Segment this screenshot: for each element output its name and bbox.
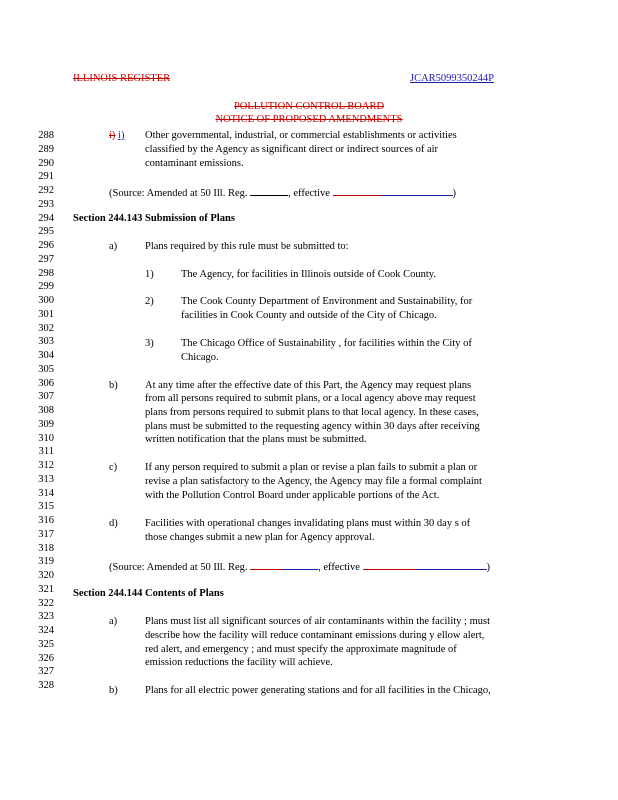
- line-number: 294: [38, 212, 54, 224]
- s144-a-line-1: Plans must list all significant sources of air contaminants within the facility ; must: [145, 616, 490, 627]
- s143-a-label: a): [109, 241, 118, 252]
- s144-a-line-4: emission reductions the facility will achieve.: [145, 657, 333, 668]
- register-header: ILLINOIS REGISTER: [73, 73, 171, 84]
- item-i-old-label: i): [109, 130, 116, 141]
- line-number: 291: [38, 171, 54, 183]
- item-i-line-3: contaminant emissions.: [145, 158, 244, 169]
- source-2-prefix: (Source: Amended at 50 Ill. Reg.: [109, 562, 248, 573]
- s144-b-label: b): [109, 685, 118, 696]
- s143-b-line-1: At any time after the effective date of this Part, the Agency may request plans: [145, 380, 472, 391]
- line-number: 307: [38, 391, 54, 403]
- line-number: 324: [38, 625, 54, 636]
- item-i-new-label: i): [118, 130, 125, 141]
- document-id: JCAR5099350244P: [410, 73, 495, 84]
- line-number: 319: [38, 556, 54, 568]
- s143-c-line-3: with the Pollution Control Board under applicable portions of the Act.: [145, 490, 440, 501]
- s143-item-3-num: 3): [145, 338, 154, 349]
- line-number: 295: [38, 226, 54, 238]
- s143-b-line-5: written notification that the plans must be submitted.: [145, 434, 367, 445]
- line-number: 321: [38, 583, 54, 595]
- s144-a-line-3: red alert, and emergency ; and must specify the approximate magnitude of: [145, 644, 457, 655]
- line-number: 302: [38, 322, 54, 334]
- line-number: 313: [38, 473, 54, 485]
- line-number: 290: [38, 157, 54, 169]
- s143-item-3-line-2: Chicago.: [181, 352, 219, 363]
- source-1-close: ): [452, 188, 457, 199]
- source-1-blue-blank: [381, 185, 453, 196]
- line-number: 304: [38, 350, 54, 361]
- line-number: 322: [38, 597, 54, 609]
- line-number: 288: [38, 130, 54, 141]
- source-note-1: [109, 185, 456, 200]
- source-2-blue-blank-2: [415, 559, 487, 570]
- line-number: 328: [38, 680, 54, 691]
- s143-item-2-line-1: The Cook County Department of Environment and Sustainability, for: [181, 296, 473, 307]
- s143-d-line-2: those changes submit a new plan for Agency approval.: [145, 532, 375, 543]
- s143-b-line-3: plans from persons required to submit plans to that local agency. In these cases,: [145, 407, 479, 418]
- line-number: 300: [38, 295, 54, 306]
- line-number: 310: [38, 432, 54, 444]
- line-number: 292: [38, 185, 54, 196]
- s143-b-line-2: from all persons required to submit plans, or a local agency above may request: [145, 393, 476, 404]
- item-i-line-2: classified by the Agency as significant direct or indirect sources of air: [145, 144, 439, 155]
- section-143-heading: Section 244.143 Submission of Plans: [73, 213, 235, 224]
- s143-c-line-1: If any person required to submit a plan or revise a plan fails to submit a plan or: [145, 462, 478, 473]
- source-1-effective: , effective: [288, 188, 330, 199]
- s143-a-text: Plans required by this rule must be submitted to:: [145, 241, 349, 252]
- line-number: 323: [38, 611, 54, 623]
- s144-b-line-1: Plans for all electric power generating stations and for all facilities in the Chicago,: [145, 685, 491, 696]
- line-number: 326: [38, 652, 54, 664]
- s143-item-1-num: 1): [145, 269, 154, 280]
- line-number: 317: [38, 528, 54, 540]
- line-number: 299: [38, 281, 54, 293]
- line-number: 303: [38, 336, 54, 348]
- line-number: 316: [38, 515, 54, 526]
- line-number: 296: [38, 240, 54, 251]
- line-number: 301: [38, 308, 54, 320]
- source-2-red-blank-1: [250, 559, 282, 570]
- line-number: 311: [38, 446, 54, 458]
- line-number: 293: [38, 198, 54, 210]
- line-number: 327: [38, 666, 54, 678]
- source-2-effective: , effective: [318, 562, 360, 573]
- s143-d-label: d): [109, 518, 118, 529]
- source-note-2: [109, 559, 490, 574]
- line-number: 309: [38, 418, 54, 430]
- line-number: 298: [38, 267, 54, 279]
- source-2-red-blank-2: [363, 559, 415, 570]
- section-144-heading: Section 244.144 Contents of Plans: [73, 588, 224, 599]
- s144-a-line-2: describe how the facility will reduce contaminant emissions during y ellow alert,: [145, 630, 485, 641]
- s143-b-line-4: plans must be submitted to the requesting agency within 30 days after receiving: [145, 421, 480, 432]
- s143-d-line-1: Facilities with operational changes invalidating plans must within 30 day s of: [145, 518, 471, 529]
- line-number: 320: [38, 570, 54, 581]
- board-title: POLLUTION CONTROL BOARD: [233, 101, 385, 112]
- item-i-line-1: Other governmental, industrial, or commercial establishments or activities: [145, 130, 457, 141]
- line-number: 297: [38, 253, 54, 265]
- source-1-volume-blank: [250, 185, 288, 196]
- line-number: 318: [38, 542, 54, 554]
- notice-title: NOTICE OF PROPOSED AMENDMENTS: [215, 114, 403, 125]
- s143-c-line-2: revise a plan satisfactory to the Agency, the Agency may file a formal complaint: [145, 476, 482, 487]
- item-i-label: [109, 129, 124, 142]
- s143-item-2-line-2: facilities in Cook County and outside of the City of Chicago.: [181, 310, 437, 321]
- s144-a-label: a): [109, 616, 118, 627]
- s143-c-label: c): [109, 462, 118, 473]
- source-2-close: ): [486, 562, 491, 573]
- source-1-prefix: (Source: Amended at 50 Ill. Reg.: [109, 188, 248, 199]
- line-number: 306: [38, 377, 54, 389]
- source-2-blue-blank-1: [282, 559, 318, 570]
- s143-item-2-num: 2): [145, 296, 154, 307]
- s143-b-label: b): [109, 380, 118, 391]
- s143-item-3-line-1: The Chicago Office of Sustainability , for facilities within the City of: [181, 338, 472, 349]
- line-number: 289: [38, 143, 54, 155]
- line-number: 308: [38, 405, 54, 416]
- line-number: 315: [38, 501, 54, 513]
- line-number: 305: [38, 363, 54, 375]
- line-number: 325: [38, 638, 54, 650]
- s143-item-1-text: The Agency, for facilities in Illinois outside of Cook County.: [181, 269, 436, 280]
- source-1-red-blank: [333, 185, 381, 196]
- line-number: 312: [38, 460, 54, 471]
- line-number: 314: [38, 487, 54, 499]
